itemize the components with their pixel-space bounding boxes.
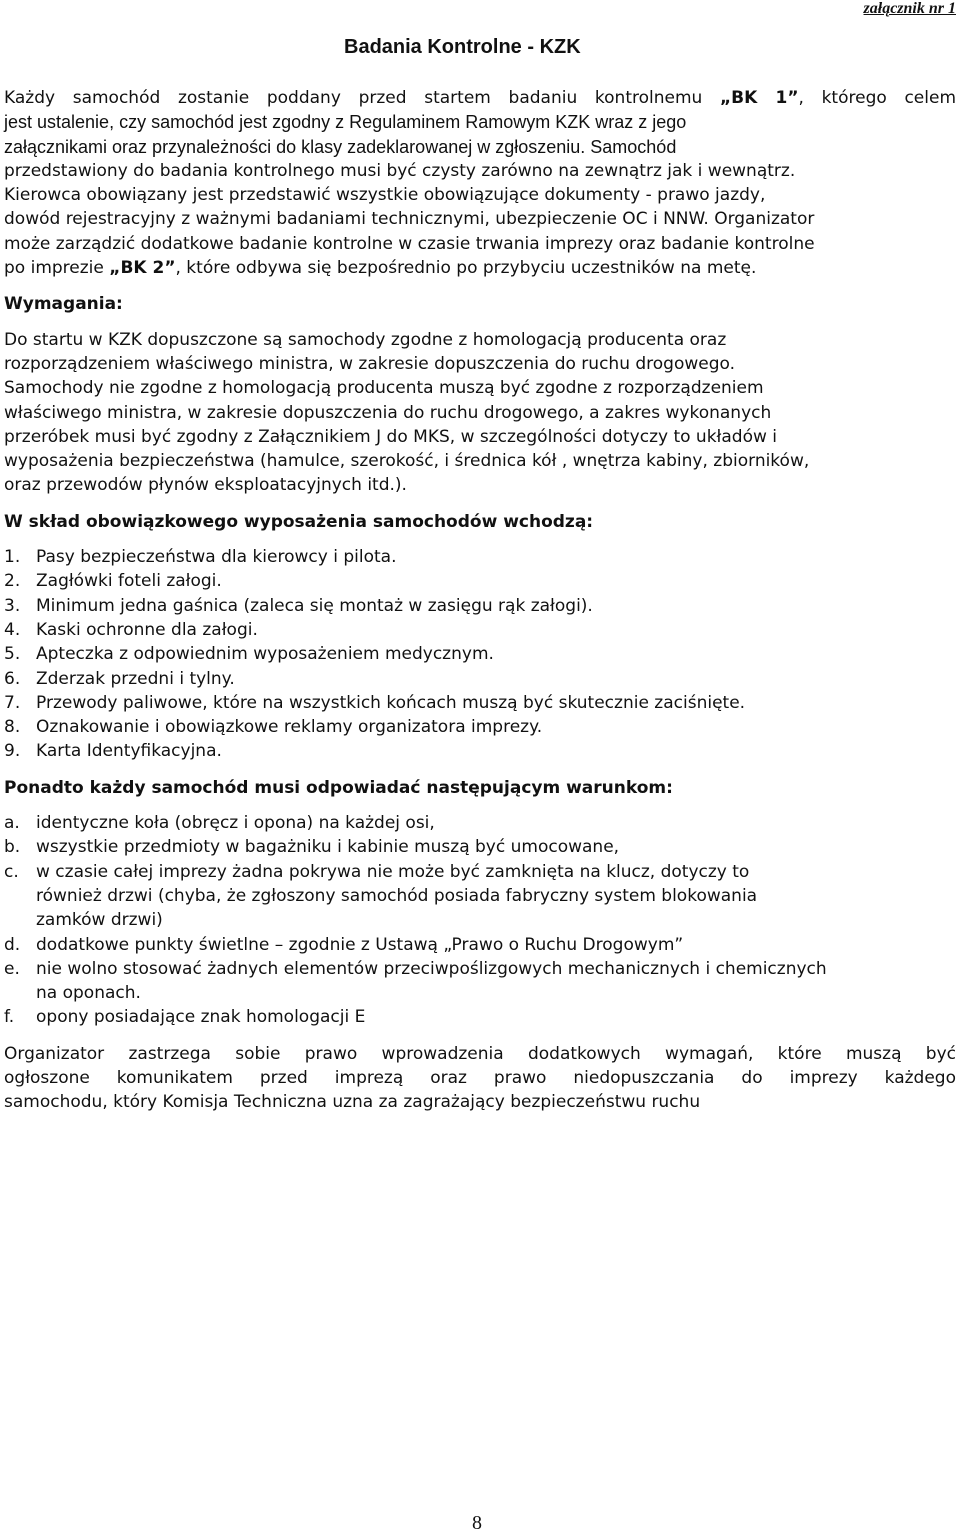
item-line: zamków drzwi) — [36, 910, 163, 931]
intro-text: , którego celem — [798, 88, 957, 108]
item-letter: e. — [4, 958, 20, 979]
page-number: 8 — [472, 1512, 482, 1534]
item-text — [36, 957, 956, 1006]
list-item — [4, 715, 956, 739]
item-number: 4. — [4, 619, 21, 640]
list-item — [4, 691, 956, 715]
item-number: 9. — [4, 741, 21, 762]
intro-line: dowód rejestracyjny z ważnymi badaniami technicznymi, ubezpieczenie OC i NNW. Organizator — [4, 209, 815, 230]
item-text: Minimum jedna gaśnica (zaleca się montaż w zasięgu rąk załogi). — [36, 595, 593, 616]
closing-line: ogłoszone komunikatem przed imprezą oraz prawo niedopuszczania do imprezy każdego — [4, 1067, 956, 1088]
spacer — [4, 1030, 956, 1042]
annex-label: załącznik nr 1 — [863, 0, 956, 17]
closing-line: Organizator zastrzega sobie prawo wprowadzenia dodatkowych wymagań, które muszą być — [4, 1043, 956, 1064]
list-item — [4, 618, 956, 642]
list-item — [4, 739, 956, 763]
list-item — [4, 667, 956, 691]
item-text — [36, 835, 956, 859]
intro-text: , które odbywa się bezpośrednio po przybyciu uczestników na metę. — [175, 258, 757, 279]
item-letter: d. — [4, 934, 21, 955]
item-number: 5. — [4, 644, 21, 665]
closing-line: samochodu, który Komisja Techniczna uzna za zagrażający bezpieczeństwu ruchu — [4, 1092, 701, 1113]
requirements-heading: Wymagania: — [4, 294, 123, 315]
item-letter: b. — [4, 837, 21, 858]
item-text: Karta Identyfikacyjna. — [36, 741, 222, 762]
conditions-list — [4, 811, 956, 1030]
item-line: w czasie całej imprezy żadna pokrywa nie może być zamknięta na klucz, dotyczy to — [36, 861, 750, 882]
item-letter: f. — [4, 1007, 15, 1028]
item-number: 3. — [4, 595, 21, 616]
intro-text: Każdy samochód zostanie poddany przed startem badaniu kontrolnemu — [4, 88, 720, 108]
requirements-line: właściwego ministra, w zakresie dopuszczenia do ruchu drogowego, a zakres wykonanych — [4, 402, 772, 423]
item-text: Zagłówki foteli załogi. — [36, 571, 222, 592]
list-item — [4, 835, 956, 859]
intro-line: Kierowca obowiązany jest przedstawić wszystkie obowiązujące dokumenty - prawo jazdy, — [4, 185, 766, 206]
list-item — [4, 642, 956, 666]
list-item — [4, 1005, 956, 1029]
item-letter: a. — [4, 813, 20, 834]
intro-line — [4, 256, 956, 280]
item-text: Pasy bezpieczeństwa dla kierowcy i pilota. — [36, 547, 397, 568]
list-item — [4, 594, 956, 618]
intro-paragraph — [4, 86, 956, 280]
item-line: dodatkowe punkty świetlne – zgodnie z Ustawą „Prawo o Ruchu Drogowym” — [36, 934, 684, 955]
item-line: wszystkie przedmioty w bagażniku i kabinie muszą być umocowane, — [36, 837, 620, 858]
list-item — [4, 569, 956, 593]
list-item — [4, 957, 956, 1006]
intro-line: załącznikami oraz przynależności do klasy zadeklarowanej w zgłoszeniu. Samochód — [4, 136, 677, 157]
item-letter: c. — [4, 861, 19, 882]
item-text: Oznakowanie i obowiązkowe reklamy organizatora imprezy. — [36, 717, 543, 738]
item-number: 2. — [4, 571, 21, 592]
intro-line — [4, 86, 956, 110]
item-text — [36, 811, 956, 835]
intro-text: po imprezie — [4, 258, 110, 279]
item-text: Przewody paliwowe, które na wszystkich końcach muszą być skutecznie zaciśnięte. — [36, 692, 746, 713]
item-line: również drzwi (chyba, że zgłoszony samochód posiada fabryczny system blokowania — [36, 885, 758, 906]
item-text — [36, 860, 956, 933]
item-line: nie wolno stosować żadnych elementów przeciwpoślizgowych mechanicznych i chemicznych — [36, 958, 827, 979]
equipment-heading: W skład obowiązkowego wyposażenia samochodów wchodzą: — [4, 511, 594, 532]
requirements-line: Do startu w KZK dopuszczone są samochody zgodne z homologacją producenta oraz — [4, 329, 727, 350]
item-text: Apteczka z odpowiednim wyposażeniem medycznym. — [36, 644, 494, 665]
list-item — [4, 545, 956, 569]
item-number: 1. — [4, 547, 21, 568]
item-text — [36, 1005, 956, 1029]
requirements-line: rozporządzeniem właściwego ministra, w zakresie dopuszczenia do ruchu drogowego. — [4, 353, 736, 374]
requirements-line: przeróbek musi być zgodny z Załącznikiem J do MKS, w szczególności dotyczy to układów i — [4, 426, 778, 447]
item-line: na oponach. — [36, 983, 141, 1004]
requirements-line: Samochody nie zgodne z homologacją producenta muszą być zgodne z rozporządzeniem — [4, 378, 764, 399]
requirements-paragraph — [4, 328, 956, 498]
bk1-label: „BK 1” — [719, 88, 799, 108]
item-line: identyczne koła (obręcz i opona) na każdej osi, — [36, 813, 435, 834]
item-line: opony posiadające znak homologacji E — [36, 1007, 366, 1028]
list-item — [4, 811, 956, 835]
item-number: 7. — [4, 692, 21, 713]
intro-line: może zarządzić dodatkowe badanie kontrolne w czasie trwania imprezy oraz badanie kontrolne — [4, 233, 815, 254]
document-body — [4, 86, 956, 1115]
intro-line: jest ustalenie, czy samochód jest zgodny z Regulaminem Ramowym KZK wraz z jego — [4, 112, 687, 133]
page-title: Badania Kontrolne - KZK — [344, 36, 581, 58]
item-text: Zderzak przedni i tylny. — [36, 668, 235, 689]
intro-line: przedstawiony do badania kontrolnego musi być czysty zarówno na zewnątrz jak i wewnątrz. — [4, 160, 796, 181]
item-number: 8. — [4, 717, 21, 738]
requirements-line: oraz przewodów płynów eksploatacyjnych itd.). — [4, 475, 407, 496]
requirements-line: wyposażenia bezpieczeństwa (hamulce, szerokość, i średnica kół , wnętrza kabiny, zbiorników, — [4, 451, 810, 472]
list-item — [4, 860, 956, 933]
equipment-list — [4, 545, 956, 764]
item-text — [36, 933, 956, 957]
item-number: 6. — [4, 668, 21, 689]
item-text: Kaski ochronne dla załogi. — [36, 619, 258, 640]
list-item — [4, 933, 956, 957]
conditions-heading: Ponadto każdy samochód musi odpowiadać następującym warunkom: — [4, 777, 673, 798]
closing-paragraph — [4, 1042, 956, 1115]
bk2-label: „BK 2” — [109, 258, 176, 279]
